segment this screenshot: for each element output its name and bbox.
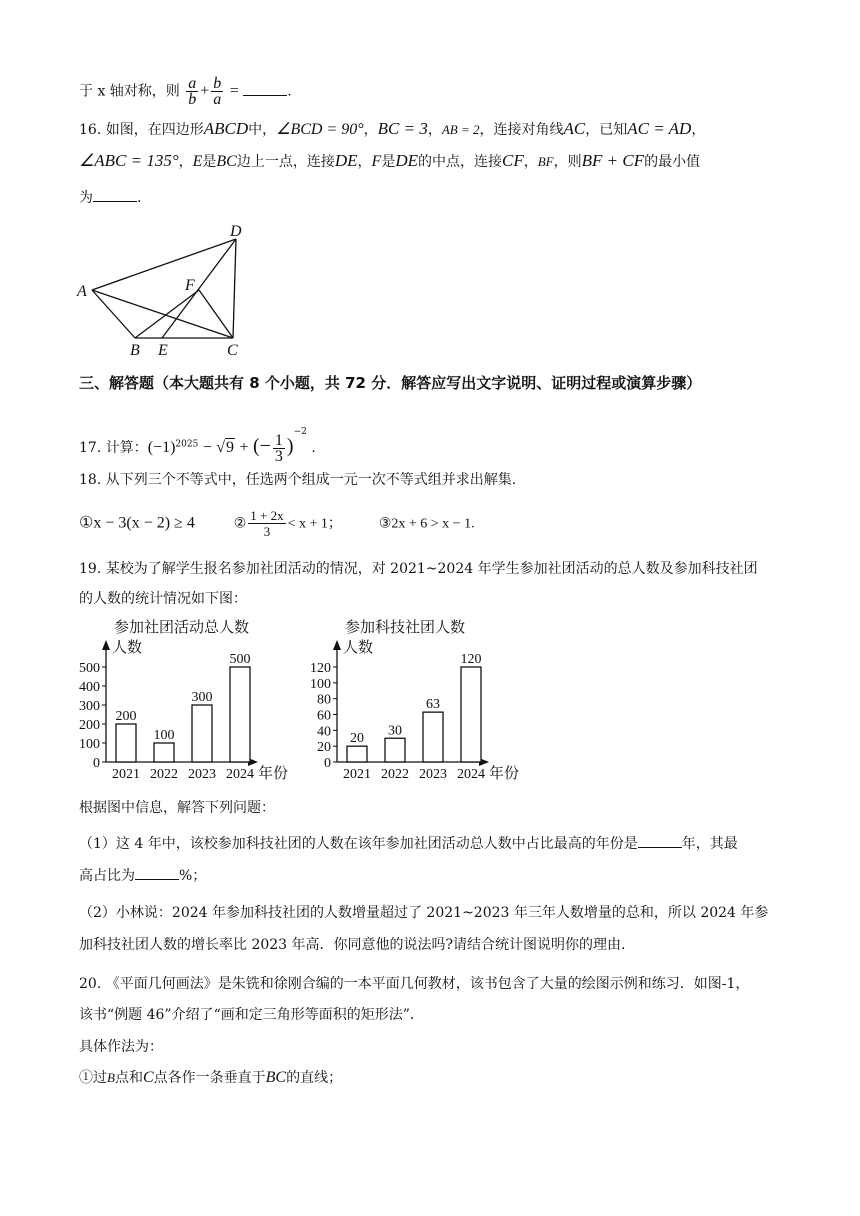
q17-label: 17. 计算： — [79, 440, 148, 456]
x-tick-label: 2021 — [112, 767, 140, 782]
q19-line1: 19. 某校为了解学生报名参加社团活动的情况，对 2021~2024 年学生参加社团活动的总人数及参加科技社团 — [79, 561, 758, 577]
q20-bc: BC — [265, 1069, 287, 1086]
bar-value-label: 300 — [191, 690, 213, 705]
bar — [230, 667, 250, 762]
q19-instruction: 根据图中信息，解答下列问题： — [79, 800, 275, 816]
q18-inequality-2-rest: < x + 1； — [287, 516, 342, 532]
q16-bf-cf: BF + CF — [581, 151, 645, 170]
q19-part1-text: 年，其最 — [681, 836, 738, 852]
q17-frac-den: 3 — [274, 447, 283, 465]
q15-frac1-num: a — [188, 75, 197, 92]
q16-angle-bcd: ∠BCD = 90° — [276, 121, 364, 138]
q16-text: 边上一点，连接 — [236, 154, 335, 170]
q16-text: ， — [363, 122, 378, 138]
q19-part1-text: 高占比为 — [79, 868, 135, 884]
q20-text: 点和 — [114, 1070, 143, 1086]
x-tick-label: 2024 — [226, 767, 254, 782]
segment-de — [162, 239, 236, 338]
q18-inequalities — [79, 508, 475, 539]
bar — [116, 724, 136, 762]
q18-inequality-1: ①x − 3(x − 2) ≥ 4 — [79, 514, 195, 532]
q15-text: 于 x 轴对称，则 — [79, 83, 180, 100]
q17-frac-num: 1 — [274, 431, 283, 449]
x-axis-label: 年份 — [489, 766, 520, 782]
x-tick-label: 2023 — [419, 767, 447, 782]
q18-ineq2-num: 1 + 2x — [250, 508, 284, 523]
q15-plus: + — [200, 82, 210, 100]
q16-end: . — [137, 190, 142, 206]
q16-de: DE — [395, 151, 418, 170]
q20-text: 的直线； — [286, 1070, 343, 1086]
q16-bf: BF — [537, 154, 554, 169]
q16-ab: AB = 2 — [441, 122, 480, 137]
y-tick-label: 200 — [79, 718, 100, 733]
q16-line2 — [79, 151, 700, 172]
y-tick-label: 80 — [317, 692, 331, 708]
q20-line1: 20. 《平面几何画法》是朱铣和徐刚合编的一本平面几何教材，该书包含了大量的绘图示例和练习．如图-1， — [79, 976, 750, 992]
q17-end: . — [311, 440, 316, 456]
q16-ac-ad: AC = AD — [627, 119, 692, 138]
point-b-label: B — [130, 342, 140, 359]
q15-equals: = — [229, 82, 239, 100]
q20-text: ①过 — [79, 1070, 107, 1086]
chart-total-participants — [74, 612, 300, 784]
q17-exponent-2: −2 — [293, 427, 307, 437]
x-tick-label: 2024 — [457, 767, 485, 782]
q17-base: (−1) — [147, 439, 176, 456]
segment-dc — [233, 239, 236, 338]
q20-text: 点各作一条垂直于 — [153, 1070, 266, 1086]
q19-part1-text: （1）这 4 年中，该校参加科技社团的人数在该年参加社团活动总人数中占比最高的年份是 — [79, 836, 638, 852]
q16-text: 的最小值 — [644, 154, 701, 170]
y-tick-label: 300 — [79, 699, 100, 714]
q16-angle-abc: ∠ABC = 135° — [79, 151, 179, 170]
q15-answer-blank[interactable] — [243, 81, 287, 96]
x-tick-label: 2021 — [343, 767, 371, 782]
q16-text: ， — [427, 122, 442, 138]
q20-line3: 具体作法为： — [79, 1039, 163, 1055]
q19-part2-line2: 加科技社团人数的增长率比 2023 年高．你同意他的说法吗?请结合统计图说明你的理由. — [79, 937, 626, 953]
q16-text: ，连接对角线 — [479, 122, 564, 138]
y-axis-arrow — [102, 640, 110, 650]
q15-frac2-den: a — [213, 91, 222, 108]
q17-fraction — [273, 433, 285, 464]
y-tick-label: 400 — [79, 680, 100, 695]
q16-text: ， — [178, 154, 193, 170]
quadrilateral-figure — [70, 218, 260, 360]
q19-ratio-blank[interactable] — [135, 865, 179, 880]
q16-text: ，则 — [553, 154, 582, 170]
q17-exponent-1: 2025 — [175, 439, 199, 450]
q16-text: ， — [523, 154, 538, 170]
y-tick-label: 120 — [310, 661, 331, 676]
bar-value-label: 100 — [153, 728, 175, 743]
bar — [154, 743, 174, 762]
bar-value-label: 30 — [388, 723, 402, 739]
q16-cf: CF — [501, 151, 524, 170]
bar-value-label: 20 — [350, 731, 364, 747]
q17-paren-open: (− — [252, 435, 271, 457]
y-tick-label: 40 — [317, 724, 331, 740]
y-tick-label: 0 — [93, 756, 100, 771]
q17-paren-close: ) — [286, 435, 294, 457]
q16-e: E — [192, 153, 203, 170]
q17-sqrt-radicand: 9 — [226, 439, 235, 456]
bar-value-label: 500 — [229, 652, 251, 667]
y-tick-label: 60 — [317, 708, 331, 724]
q15-frac2-num: b — [213, 75, 222, 92]
x-tick-label: 2022 — [381, 767, 409, 782]
q18-inequality-2-marker: ② — [233, 515, 247, 532]
q17 — [79, 422, 316, 464]
q16-text: 为 — [79, 190, 93, 206]
bar — [423, 712, 443, 762]
q16-bc: BC — [216, 153, 237, 170]
q20-point-c: C — [142, 1069, 154, 1086]
y-tick-label: 500 — [79, 661, 100, 676]
q16-text: ， — [357, 154, 372, 170]
q16-de: DE — [334, 151, 358, 170]
q20-line4 — [79, 1068, 342, 1088]
q19-part1-text: %； — [179, 868, 207, 884]
q16-bc: BC = 3 — [377, 119, 428, 138]
y-tick-label: 0 — [324, 756, 331, 771]
segment-cf — [199, 290, 233, 338]
q18-text: 18. 从下列三个不等式中，任选两个组成一元一次不等式组并求出解集. — [79, 472, 517, 488]
y-axis-arrow — [333, 640, 341, 650]
q15-fraction-1 — [186, 76, 198, 107]
q20-point-b: B — [107, 1070, 115, 1085]
y-tick-label: 100 — [79, 737, 100, 752]
bar — [347, 746, 367, 762]
q16-text: 是 — [381, 154, 396, 170]
q16-text: 的中点，连接 — [417, 154, 502, 170]
point-e-label: E — [158, 342, 168, 359]
x-tick-label: 2023 — [188, 767, 216, 782]
bar — [461, 667, 481, 762]
q19-line2: 的人数的统计情况如下图： — [79, 591, 247, 607]
q19-year-blank[interactable] — [638, 833, 682, 848]
q20-line2: 该书“例题 46”介绍了“画和定三角形等面积的矩形法”． — [79, 1007, 424, 1023]
q16-line3 — [79, 187, 141, 208]
point-d-label: D — [230, 223, 242, 240]
y-axis-label: 人数 — [343, 640, 374, 656]
y-axis-label: 人数 — [112, 640, 143, 656]
q18-inequality-3: ③2x + 6 > x − 1. — [378, 516, 475, 532]
section-3-heading: 三、解答题（本大题共有 8 个小题，共 72 分．解答应写出文字说明、证明过程或演算步骤） — [79, 374, 702, 392]
chart-title: 参加科技社团人数 — [345, 620, 466, 636]
chart-title: 参加社团活动总人数 — [114, 620, 250, 636]
bar-value-label: 120 — [460, 652, 482, 667]
q17-sqrt: √9 — [216, 439, 235, 456]
q15-tail — [79, 76, 292, 107]
q16-text: ， — [691, 122, 706, 138]
point-a-label: A — [77, 283, 87, 300]
bar-value-label: 63 — [426, 697, 440, 713]
x-axis-label: 年份 — [258, 766, 289, 782]
bar — [192, 705, 212, 762]
q16-ac: AC — [563, 119, 586, 138]
segment-ad — [92, 239, 236, 290]
point-c-label: C — [227, 342, 238, 359]
q16-abcd: ABCD — [203, 119, 249, 138]
y-tick-label: 100 — [310, 676, 331, 692]
y-tick-label: 20 — [317, 740, 331, 756]
q17-plus: + — [239, 439, 249, 456]
q15-frac1-den: b — [188, 91, 197, 108]
bar — [385, 738, 405, 762]
q19-part1-line2 — [79, 865, 206, 886]
q19-part2-line1: （2）小林说：2024 年参加科技社团的人数增量超过了 2021~2023 年三年人数增量的总和，所以 2024 年参 — [79, 905, 769, 921]
q15-end: . — [287, 83, 292, 100]
q16-text: ，已知 — [585, 122, 628, 138]
point-f-label: F — [185, 277, 195, 294]
q16-text: 中， — [248, 122, 277, 138]
chart-tech-club-participants — [305, 612, 531, 784]
q16-text: 是 — [202, 154, 217, 170]
q18-inequality-2-fraction — [248, 508, 285, 539]
q16-text: 16. 如图，在四边形 — [79, 122, 204, 138]
q15-fraction-2 — [211, 76, 223, 107]
q16-f: F — [371, 153, 382, 170]
q16-line1 — [79, 119, 705, 140]
q19-part1-line1 — [79, 833, 738, 854]
q16-answer-blank[interactable] — [93, 187, 137, 202]
q18-ineq2-den: 3 — [263, 524, 271, 539]
q17-minus: − — [202, 439, 212, 456]
bar-value-label: 200 — [115, 709, 137, 724]
x-tick-label: 2022 — [150, 767, 178, 782]
